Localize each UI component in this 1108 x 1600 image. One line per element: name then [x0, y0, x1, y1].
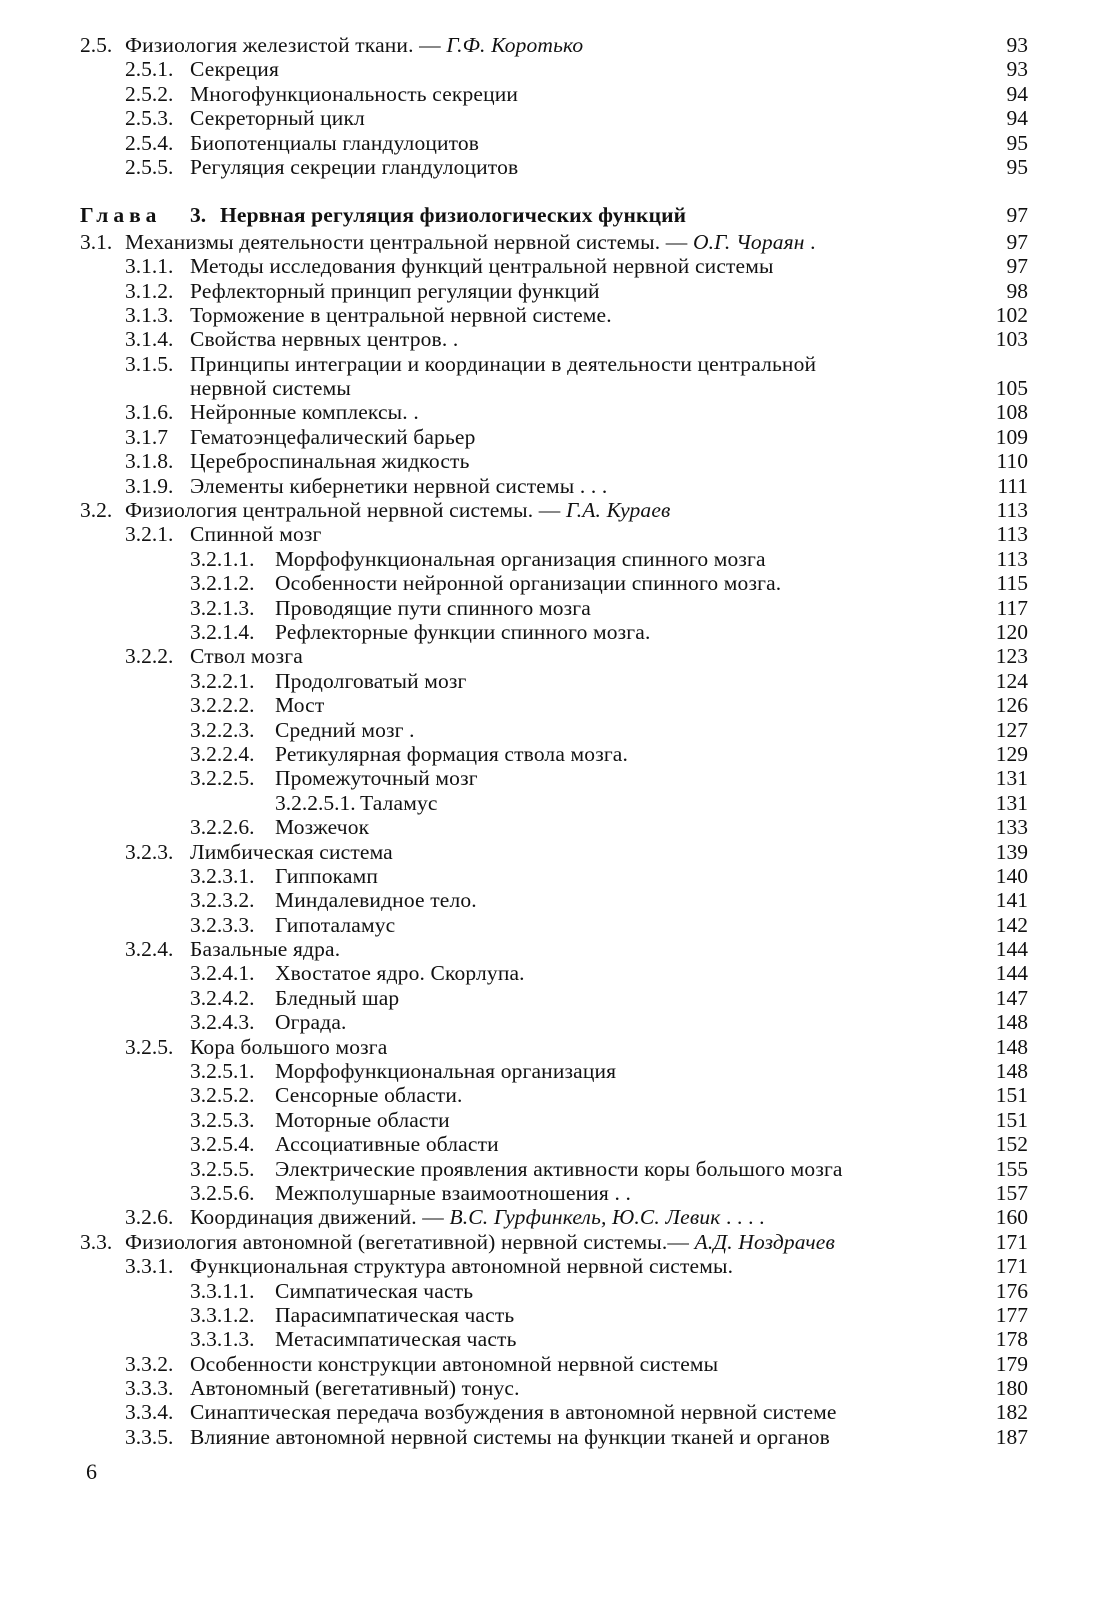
page-ref: 113	[996, 498, 1028, 523]
section-title-wrap	[190, 400, 419, 424]
section-title-wrap	[190, 1352, 718, 1376]
toc-entry	[80, 33, 1028, 57]
section-number: 3.1.2.	[125, 278, 174, 303]
page-ref: 110	[996, 449, 1028, 474]
toc-chapter-heading	[80, 203, 1028, 227]
section-title-wrap	[190, 352, 816, 376]
toc-entry	[80, 449, 1028, 473]
section-number: 3.2.1.4.	[190, 619, 255, 644]
section-title: нервной системы	[190, 376, 351, 401]
page-ref: 109	[995, 424, 1028, 449]
section-author: А.Д. Ноздрачев	[694, 1229, 835, 1254]
toc-entry	[80, 1205, 1028, 1229]
section-author: О.Г. Чораян	[692, 229, 805, 254]
section-title-wrap	[275, 1059, 616, 1083]
toc-entry	[80, 1327, 1028, 1351]
section-title: Влияние автономной нервной системы на функции тканей и органов	[190, 1424, 830, 1449]
section-title-wrap	[275, 1108, 450, 1132]
section-number: 3.1.4.	[125, 327, 174, 352]
section-number: 3.2.5.3.	[190, 1107, 255, 1132]
section-title: Кора большого мозга	[190, 1034, 388, 1059]
leader-dots: . . . .	[720, 1205, 765, 1230]
section-title-wrap	[275, 1181, 631, 1205]
toc-entry	[80, 937, 1028, 961]
toc-entry	[80, 1352, 1028, 1376]
page-ref: 97	[1006, 254, 1028, 279]
section-title: Физиология центральной нервной системы. —	[125, 498, 566, 523]
page-ref: 127	[995, 717, 1028, 742]
section-title: Гиппокамп	[275, 863, 379, 888]
section-title-wrap	[275, 1010, 347, 1034]
section-title-wrap	[190, 1400, 837, 1424]
page-ref: 187	[995, 1424, 1028, 1449]
section-title: Особенности конструкции автономной нервной системы	[190, 1351, 719, 1376]
section-number: 3.2.2.1.	[190, 668, 255, 693]
section-number: 3.3.5.	[125, 1424, 174, 1449]
page-ref: 178	[995, 1327, 1028, 1352]
page-ref: 160	[995, 1205, 1028, 1230]
section-title: Многофункциональность секреции	[190, 81, 519, 106]
section-number: 3.2.2.5.	[190, 766, 255, 791]
section-number: 3.3.4.	[125, 1400, 174, 1425]
section-number: 3.2.5.2.	[190, 1083, 255, 1108]
section-title-wrap	[125, 498, 671, 522]
section-number: 3.3.3.	[125, 1376, 174, 1401]
section-number: 3.2.	[80, 498, 113, 523]
toc-entry	[80, 596, 1028, 620]
page-ref: 152	[995, 1132, 1028, 1157]
section-number: 3.2.6.	[125, 1205, 174, 1230]
section-title-wrap	[190, 449, 470, 473]
section-number: 3.2.5.5.	[190, 1156, 255, 1181]
section-number: 3.1.6.	[125, 400, 174, 425]
section-title-wrap	[125, 230, 816, 254]
section-title: Электрические проявления активности коры большого мозга	[275, 1156, 843, 1181]
toc-entry	[80, 352, 1028, 376]
section-title: Особенности нейронной организации спинного мозга.	[275, 571, 782, 596]
toc-entry	[80, 986, 1028, 1010]
section-number: 3.2.3.1.	[190, 863, 255, 888]
section-title: Механизмы деятельности центральной нервной системы. —	[125, 229, 693, 254]
section-number: 3.2.1.2.	[190, 571, 255, 596]
section-title: Нейронные комплексы. .	[190, 400, 419, 425]
page-ref: 120	[995, 619, 1028, 644]
toc-entry	[80, 474, 1028, 498]
section-number: 3.2.4.2.	[190, 985, 255, 1010]
toc-entry	[80, 1035, 1028, 1059]
toc-entry	[80, 106, 1028, 130]
page-ref: 148	[995, 1034, 1028, 1059]
section-title-wrap	[275, 620, 651, 644]
toc-entry	[80, 1303, 1028, 1327]
toc-entry	[80, 303, 1028, 327]
section-title-wrap	[190, 155, 518, 179]
section-title-wrap	[275, 766, 478, 790]
section-title: Мозжечок	[275, 815, 370, 840]
section-title-wrap	[275, 718, 415, 742]
page-ref: 176	[995, 1278, 1028, 1303]
toc-entry	[80, 279, 1028, 303]
section-author: Г.Ф. Коротько	[446, 33, 584, 57]
section-number: 3.3.1.2.	[190, 1302, 255, 1327]
section-title-wrap	[275, 961, 525, 985]
section-title: Ограда.	[275, 1010, 347, 1035]
page-ref: 102	[995, 302, 1028, 327]
section-number: 3.2.5.6.	[190, 1180, 255, 1205]
section-number: 3.2.3.2.	[190, 888, 255, 913]
section-title-wrap	[275, 669, 467, 693]
section-number: 3.3.1.1.	[190, 1278, 255, 1303]
toc-entry	[80, 1400, 1028, 1424]
page-ref: 113	[996, 522, 1028, 547]
section-number: 2.5.5.	[125, 154, 174, 179]
toc-entry	[80, 718, 1028, 742]
section-title: Лимбическая система	[190, 839, 393, 864]
toc-entry	[80, 498, 1028, 522]
section-title: Хвостатое ядро. Скорлупа.	[275, 961, 525, 986]
toc-entry	[80, 742, 1028, 766]
page-ref: 147	[995, 985, 1028, 1010]
toc-entry	[80, 913, 1028, 937]
section-title: Элементы кибернетики нервной системы	[190, 473, 575, 498]
section-title: Рефлекторные функции спинного мозга.	[275, 619, 651, 644]
toc-entry	[80, 815, 1028, 839]
page-ref: 177	[995, 1302, 1028, 1327]
section-title: Базальные ядра.	[190, 937, 341, 962]
page-ref: 105	[995, 376, 1028, 401]
section-title: Рефлекторный принцип регуляции функций	[190, 278, 600, 303]
section-title: Цереброспинальная жидкость	[190, 449, 470, 474]
section-number: 3.2.3.3.	[190, 912, 255, 937]
section-title: Физиология железистой ткани. —	[125, 33, 447, 57]
section-title-wrap	[190, 425, 476, 449]
chapter-title: Нервная регуляция физиологических функций	[220, 203, 687, 228]
toc-entry	[80, 230, 1028, 254]
section-title: Секреторный цикл	[190, 106, 365, 131]
section-number: 3.2.5.4.	[190, 1132, 255, 1157]
page-ref: 180	[995, 1376, 1028, 1401]
section-title: Регуляция секреции гландулоцитов	[190, 154, 519, 179]
section-title-wrap	[360, 791, 438, 815]
page-number: 6	[86, 1459, 97, 1484]
page-ref: 95	[1006, 154, 1028, 179]
page-ref: 133	[995, 815, 1028, 840]
toc-entry	[80, 82, 1028, 106]
toc-entry	[80, 1108, 1028, 1132]
section-title-wrap	[190, 474, 607, 498]
section-title-wrap	[275, 1083, 463, 1107]
page-ref: 157	[995, 1180, 1028, 1205]
page-ref: 131	[995, 790, 1028, 815]
toc-entry	[80, 1230, 1028, 1254]
section-number: 3.2.4.3.	[190, 1010, 255, 1035]
section-title: Ассоциативные области	[275, 1132, 499, 1157]
page-ref: 144	[995, 961, 1028, 986]
section-title: Синаптическая передача возбуждения в автономной нервной системе	[190, 1400, 837, 1425]
section-title: Координация движений. —	[190, 1205, 450, 1230]
section-title-wrap	[275, 913, 395, 937]
section-title-wrap	[275, 596, 591, 620]
section-number: 3.2.2.3.	[190, 717, 255, 742]
section-title-wrap	[275, 815, 369, 839]
section-title: Средний мозг .	[275, 717, 415, 742]
section-number: 3.2.3.	[125, 839, 174, 864]
page-ref: 113	[996, 546, 1028, 571]
section-author: В.С. Гурфинкель, Ю.С. Левик	[449, 1205, 721, 1230]
section-title: Функциональная структура автономной нервной системы.	[190, 1254, 734, 1279]
section-number: 3.3.1.	[125, 1254, 174, 1279]
section-number: 3.3.2.	[125, 1351, 174, 1376]
toc-entry	[80, 1376, 1028, 1400]
section-title-wrap	[275, 1157, 843, 1181]
page-ref: 171	[995, 1229, 1028, 1254]
section-title-wrap	[190, 279, 600, 303]
section-number: 3.1.	[80, 229, 113, 254]
section-title: Проводящие пути спинного мозга	[275, 595, 591, 620]
section-title-wrap	[190, 522, 321, 546]
section-number: 2.5.2.	[125, 81, 174, 106]
section-title: Морфофункциональная организация спинного мозга	[275, 546, 766, 571]
toc-entry	[80, 644, 1028, 668]
section-number: 3.2.1.	[125, 522, 174, 547]
section-title-wrap	[190, 1425, 830, 1449]
section-title-wrap	[190, 1376, 520, 1400]
section-number: 3.1.8.	[125, 449, 174, 474]
section-title: Ствол мозга	[190, 644, 303, 669]
section-title-wrap	[275, 693, 324, 717]
page-ref: 103	[995, 327, 1028, 352]
toc-entry	[80, 376, 1028, 400]
section-number: 3.2.5.	[125, 1034, 174, 1059]
toc-entry	[80, 131, 1028, 155]
section-title-wrap	[190, 840, 393, 864]
toc-entry	[80, 1010, 1028, 1034]
chapter-label: Глава	[80, 203, 162, 228]
page-ref: 151	[995, 1083, 1028, 1108]
section-title: Таламус	[360, 790, 438, 815]
toc-entry	[80, 400, 1028, 424]
section-number: 3.1.7	[125, 424, 168, 449]
page-ref: 131	[995, 766, 1028, 791]
section-title-wrap	[275, 547, 766, 571]
section-title: Межполушарные взаимоотношения	[275, 1180, 609, 1205]
page-ref: 139	[995, 839, 1028, 864]
leader-dots: .	[804, 229, 816, 254]
section-number: 2.5.3.	[125, 106, 174, 131]
toc-entry	[80, 155, 1028, 179]
toc-entry	[80, 766, 1028, 790]
section-title-wrap	[190, 254, 774, 278]
page-ref: 108	[995, 400, 1028, 425]
section-title: Промежуточный мозг	[275, 766, 478, 791]
page-ref: 93	[1006, 57, 1028, 82]
toc-entry	[80, 1279, 1028, 1303]
section-number: 3.2.4.	[125, 937, 174, 962]
page-ref: 94	[1006, 81, 1028, 106]
chapter-number: 3.	[190, 203, 207, 228]
page-ref: 182	[995, 1400, 1028, 1425]
section-number: 3.2.1.1.	[190, 546, 255, 571]
section-title: Метасимпатическая часть	[275, 1327, 517, 1352]
section-number: 3.2.5.1.	[190, 1059, 255, 1084]
toc-entry	[80, 254, 1028, 278]
leader-dots: . .	[608, 1180, 632, 1205]
page-ref: 140	[995, 863, 1028, 888]
toc-entry	[80, 425, 1028, 449]
page-ref: 151	[995, 1107, 1028, 1132]
page-ref: 155	[995, 1156, 1028, 1181]
page-ref: 97	[1006, 203, 1028, 228]
section-title: Автономный (вегетативный) тонус.	[190, 1376, 520, 1401]
section-title: Гипоталамус	[275, 912, 396, 937]
page-ref: 115	[996, 571, 1028, 596]
section-title-wrap	[190, 57, 279, 81]
section-number: 2.5.	[80, 33, 113, 57]
section-title-wrap	[275, 986, 399, 1010]
section-title-wrap	[190, 644, 303, 668]
table-of-contents	[80, 33, 1028, 1449]
page-ref: 144	[995, 937, 1028, 962]
leader-dots: .	[447, 327, 459, 352]
page-ref: 94	[1006, 106, 1028, 131]
section-title: Физиология автономной (вегетативной) нервной системы.—	[125, 1229, 695, 1254]
page-ref: 98	[1006, 278, 1028, 303]
section-number: 3.1.9.	[125, 473, 174, 498]
section-title-wrap	[275, 1279, 473, 1303]
toc-entry	[80, 1254, 1028, 1278]
page-ref: 129	[995, 741, 1028, 766]
page-ref: 95	[1006, 130, 1028, 155]
toc-entry	[80, 1157, 1028, 1181]
page-ref: 123	[995, 644, 1028, 669]
section-title-wrap	[190, 106, 365, 130]
section-title: Сенсорные области.	[275, 1083, 463, 1108]
section-title: Биопотенциалы гландулоцитов	[190, 130, 480, 155]
toc-entry	[80, 1059, 1028, 1083]
toc-entry	[80, 547, 1028, 571]
section-title: Гематоэнцефалический барьер	[190, 424, 476, 449]
section-title-wrap	[275, 742, 628, 766]
section-title-wrap	[275, 571, 781, 595]
section-title-wrap	[190, 327, 458, 351]
toc-entry	[80, 1181, 1028, 1205]
section-number: 2.5.4.	[125, 130, 174, 155]
leader-dots: . . .	[574, 473, 608, 498]
section-title: Морфофункциональная организация	[275, 1059, 617, 1084]
toc-entry	[80, 961, 1028, 985]
section-number: 2.5.1.	[125, 57, 174, 82]
toc-entry	[80, 57, 1028, 81]
section-title-wrap	[275, 1327, 517, 1351]
section-title: Мост	[275, 693, 325, 718]
toc-entry	[80, 327, 1028, 351]
section-title: Симпатическая часть	[275, 1278, 474, 1303]
section-title-wrap	[190, 303, 612, 327]
section-title: Свойства нервных центров.	[190, 327, 448, 352]
section-title-wrap	[125, 1230, 835, 1254]
section-number: 3.1.3.	[125, 302, 174, 327]
toc-entry	[80, 693, 1028, 717]
section-title: Торможение в центральной нервной системе.	[190, 302, 612, 327]
page-ref: 179	[995, 1351, 1028, 1376]
page-ref: 117	[996, 595, 1028, 620]
page-ref: 97	[1006, 229, 1028, 254]
section-number: 3.2.2.6.	[190, 815, 255, 840]
section-number: 3.2.2.4.	[190, 741, 255, 766]
section-title-wrap	[190, 82, 518, 106]
page-ref: 148	[995, 1059, 1028, 1084]
section-title: Методы исследования функций центральной нервной системы	[190, 254, 774, 279]
section-title: Секреция	[190, 57, 279, 82]
section-title: Ретикулярная формация ствола мозга.	[275, 741, 629, 766]
section-title-wrap	[275, 888, 477, 912]
section-title-wrap	[190, 131, 479, 155]
toc-entry	[80, 840, 1028, 864]
section-author: Г.А. Кураев	[565, 498, 671, 523]
section-title-wrap	[190, 937, 340, 961]
page-ref: 93	[1006, 33, 1028, 57]
toc-entry	[80, 864, 1028, 888]
page-ref: 141	[995, 888, 1028, 913]
section-number: 3.1.5.	[125, 351, 174, 376]
page-ref: 111	[997, 473, 1028, 498]
section-title-wrap	[125, 33, 583, 57]
section-number: 3.3.	[80, 1229, 113, 1254]
section-title: Моторные области	[275, 1107, 450, 1132]
page-ref: 126	[995, 693, 1028, 718]
section-title-wrap	[190, 376, 351, 400]
toc-entry	[80, 620, 1028, 644]
toc-entry	[80, 571, 1028, 595]
section-number: 3.2.2.	[125, 644, 174, 669]
toc-entry	[80, 522, 1028, 546]
section-number: 3.2.1.3.	[190, 595, 255, 620]
section-title: Парасимпатическая часть	[275, 1302, 515, 1327]
section-title-wrap	[275, 864, 378, 888]
section-number: 3.1.1.	[125, 254, 174, 279]
toc-entry	[80, 888, 1028, 912]
section-number: 3.2.2.5.1.	[275, 790, 356, 815]
section-title-wrap	[275, 1303, 514, 1327]
page-ref: 124	[995, 668, 1028, 693]
section-title: Бледный шар	[275, 985, 400, 1010]
section-number: 3.3.1.3.	[190, 1327, 255, 1352]
toc-entry	[80, 791, 1028, 815]
toc-entry	[80, 1425, 1028, 1449]
section-number: 3.2.2.2.	[190, 693, 255, 718]
section-title: Продолговатый мозг	[275, 668, 467, 693]
section-title-wrap	[190, 1254, 733, 1278]
section-title-wrap	[190, 1205, 765, 1229]
section-title: Миндалевидное тело.	[275, 888, 477, 913]
toc-entry	[80, 1083, 1028, 1107]
page-ref: 148	[995, 1010, 1028, 1035]
section-title: Спинной мозг	[190, 522, 322, 547]
section-title-wrap	[275, 1132, 499, 1156]
toc-entry	[80, 669, 1028, 693]
page-ref: 171	[995, 1254, 1028, 1279]
toc-entry	[80, 1132, 1028, 1156]
section-title: Принципы интеграции и координации в деятельности центральной	[190, 351, 817, 376]
section-number: 3.2.4.1.	[190, 961, 255, 986]
page-ref: 142	[995, 912, 1028, 937]
section-title-wrap	[190, 1035, 387, 1059]
